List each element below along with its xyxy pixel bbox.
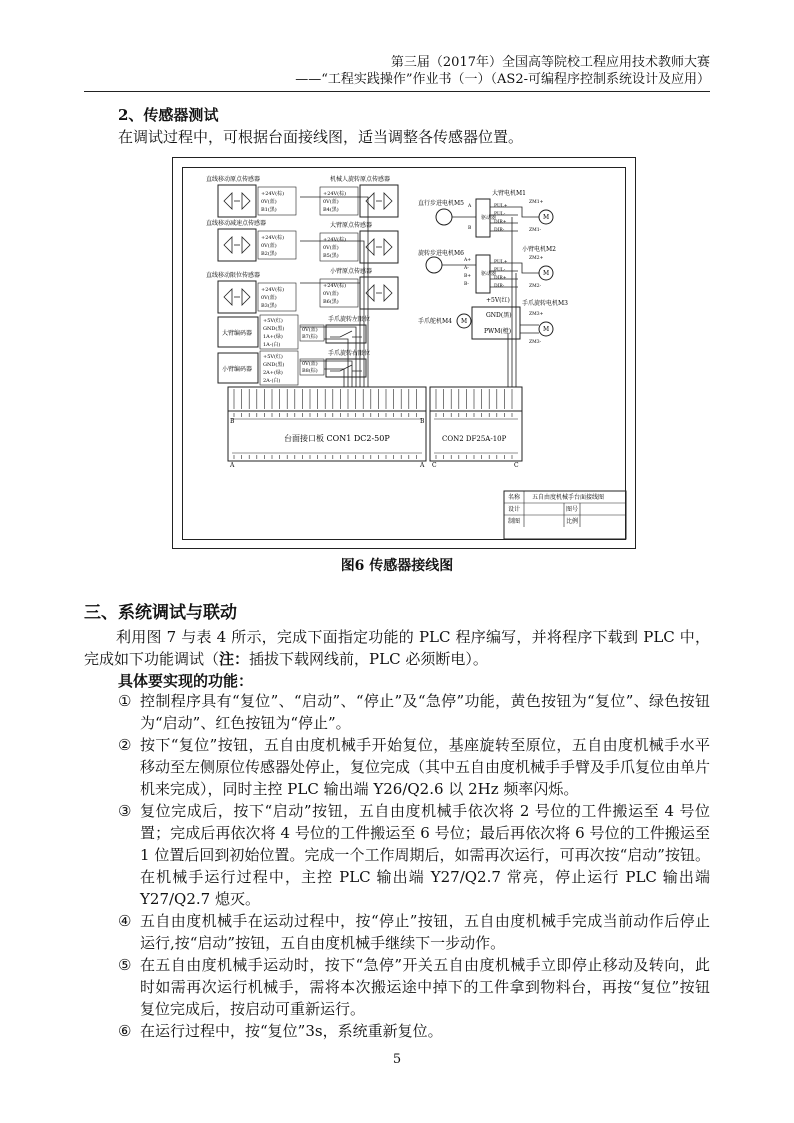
- svg-text:2A-(白): 2A-(白): [263, 378, 281, 384]
- sensor-box: [206, 175, 296, 217]
- svg-text:B5(黑): B5(黑): [323, 253, 339, 259]
- svg-text:+24V(棕): +24V(棕): [323, 237, 347, 243]
- svg-text:A+: A+: [464, 258, 472, 263]
- svg-text:M: M: [543, 214, 550, 221]
- svg-text:0V(蓝): 0V(蓝): [261, 295, 277, 301]
- svg-text:B4(黑): B4(黑): [323, 207, 339, 213]
- svg-text:GND(黑): GND(黑): [263, 326, 285, 332]
- sensor-box: [320, 267, 398, 309]
- svg-text:B: B: [230, 418, 235, 425]
- svg-text:B6(黑): B6(黑): [323, 299, 339, 305]
- svg-text:M: M: [543, 326, 550, 333]
- small-arm-label: 小臂电机M2: [522, 246, 556, 253]
- svg-text:+24V(棕): +24V(棕): [261, 287, 285, 293]
- svg-text:0V(蓝): 0V(蓝): [261, 199, 277, 205]
- svg-text:直线移动限位传感器: 直线移动限位传感器: [206, 272, 261, 279]
- list-item: ③ 复位完成后，按下“启动”按钮，五自由度机械手依次将 2 号位的工件搬运至 4 号位置；完成后再依次将 4 号位的工件搬运至 6 号位；最后再依次将 6 号位的工件搬运至 1 位置后回到初始位置。完成一个工作周期后，如需再次运行，可再次按“启动”按钮。在机械手运行过程中，主控 PLC 输出端 Y27/Q2.7 常亮，停止运行 PLC 输出端 Y27/Q2.7 熄灭。: [118, 802, 710, 908]
- svg-text:DIR-: DIR-: [494, 228, 505, 233]
- svg-text:DIR+: DIR+: [494, 220, 507, 225]
- svg-text:手爪旋转左限位: 手爪旋转左限位: [328, 316, 371, 323]
- svg-text:+5V(红): +5V(红): [263, 318, 283, 324]
- svg-text:B1(黑): B1(黑): [261, 207, 277, 213]
- svg-text:+5V(红): +5V(红): [263, 354, 283, 360]
- svg-text:ZM3+: ZM3+: [529, 312, 544, 317]
- svg-text:B7(棕): B7(棕): [302, 334, 318, 340]
- svg-text:M: M: [543, 270, 550, 277]
- page-header: [295, 54, 710, 88]
- encoder-group: [218, 315, 298, 385]
- figure-caption: 图6 传感器接线图: [340, 558, 454, 574]
- board-left-label: 台面接口板 CON1 DC2-50P: [284, 434, 390, 443]
- svg-text:A: A: [420, 462, 425, 469]
- limit-switch: [300, 349, 370, 377]
- svg-text:+24V(棕): +24V(棕): [261, 235, 285, 241]
- header-rule: [84, 91, 710, 92]
- sensor-group-middle: [320, 175, 398, 309]
- svg-text:A: A: [468, 204, 472, 209]
- note-label: 注：: [219, 650, 250, 668]
- claw-rot-label: 手爪旋转电机M3: [522, 300, 568, 307]
- svg-text:+24V(棕): +24V(棕): [323, 283, 347, 289]
- svg-text:B8(棕): B8(棕): [302, 368, 318, 374]
- svg-text:PUL+: PUL+: [494, 260, 508, 265]
- svg-text:PWM(橙): PWM(橙): [484, 328, 512, 335]
- sensor-group-left: [206, 175, 296, 313]
- svg-text:1A+(绿): 1A+(绿): [263, 334, 283, 340]
- svg-text:C: C: [432, 462, 437, 469]
- section-paragraph: 利用图 7 与表 4 所示，完成下面指定功能的 PLC 程序编写，并将程序下载到 PLC 中，完成如下功能调试（注：插拔下载网线前，PLC 必须断电）。: [84, 628, 710, 668]
- svg-text:DIR-: DIR-: [494, 284, 505, 289]
- svg-text:PUL-: PUL-: [494, 268, 506, 273]
- svg-text:GND(黑): GND(黑): [486, 312, 512, 319]
- sensor-box: [206, 219, 296, 261]
- limit-switch-group: [300, 315, 370, 377]
- header-line-1: 第三届（2017年）全国高等院校工程应用技术教师大赛: [390, 55, 710, 70]
- svg-text:B2(黑): B2(黑): [261, 251, 277, 257]
- header-line-2: ——“工程实践操作”作业书（一）（AS2-可编程序控制系统设计及应用）: [295, 72, 710, 87]
- svg-text:机械人旋转原点传感器: 机械人旋转原点传感器: [330, 176, 391, 183]
- wiring-diagram-svg: [172, 157, 636, 549]
- functions-subheading: 具体要实现的功能：: [118, 672, 254, 690]
- svg-text:B: B: [468, 226, 472, 231]
- svg-text:直线移动减速点传感器: 直线移动减速点传感器: [206, 220, 267, 227]
- svg-text:PUL+: PUL+: [494, 204, 508, 209]
- stepper1-icon: [436, 209, 452, 225]
- svg-text:+24V(棕): +24V(棕): [323, 191, 347, 197]
- svg-text:ZM3-: ZM3-: [529, 340, 542, 345]
- list-item: ⑥ 在运行过程中，按“复位”3s，系统重新复位。: [118, 1022, 443, 1040]
- svg-text:+24V(棕): +24V(棕): [261, 191, 285, 197]
- section-intro: 在调试过程中，可根据台面接线图，适当调整各传感器位置。: [118, 128, 524, 146]
- svg-text:设计: 设计: [508, 506, 521, 513]
- function-list: [84, 690, 710, 1042]
- svg-text:0V(蓝): 0V(蓝): [323, 199, 339, 205]
- svg-text:A-: A-: [464, 266, 469, 271]
- svg-text:手爪旋转右限位: 手爪旋转右限位: [328, 350, 371, 357]
- svg-text:B-: B-: [464, 282, 469, 287]
- sensor-box: [320, 175, 398, 217]
- svg-text:五自由度机械手台面接线图: 五自由度机械手台面接线图: [532, 494, 605, 501]
- claw-label: 手爪舵机M4: [418, 318, 452, 325]
- svg-text:ZM2-: ZM2-: [529, 284, 542, 289]
- svg-text:驱动器: 驱动器: [481, 271, 497, 277]
- svg-text:B3(黑): B3(黑): [261, 303, 277, 309]
- svg-text:+5V(红): +5V(红): [486, 297, 510, 304]
- svg-text:A: A: [230, 462, 235, 469]
- sensor-box: [320, 221, 398, 263]
- list-item: ② 按下“复位”按钮，五自由度机械手开始复位，基座旋转至原位，五自由度机械手水平移动至左侧原位传感器处停止，复位完成（其中五自由度机械手手臂及手爪复位由单片机来完成），同时主控 PLC 输出端 Y26/Q2.6 以 2Hz 频率闪烁。: [118, 736, 711, 798]
- svg-text:图号: 图号: [566, 506, 579, 513]
- list-item: ① 控制程序具有“复位”、“启动”、“停止”及“急停”功能，黄色按钮为“复位”、绿色按钮为“启动”、红色按钮为“停止”。: [118, 692, 710, 732]
- sensor-box: [206, 271, 296, 313]
- stepper1-label: 直行步进电机M5: [418, 200, 464, 207]
- list-item: ⑤ 在五自由度机械手运动时，按下“急停”开关五自由度机械手立即停止移动及转向，此时如需再次运行机械手，需将本次搬运途中掉下的工件拿到物料台，再按“复位”按钮复位完成后，按启动可重新运行。: [118, 956, 710, 1018]
- svg-text:制图: 制图: [508, 518, 521, 525]
- svg-text:M: M: [461, 318, 468, 325]
- svg-text:C: C: [514, 462, 519, 469]
- svg-text:小臂原点传感器: 小臂原点传感器: [330, 268, 373, 275]
- svg-text:2A+(绿): 2A+(绿): [263, 370, 283, 376]
- svg-text:大臂编码器: 大臂编码器: [222, 330, 253, 337]
- svg-text:ZM2+: ZM2+: [529, 256, 544, 261]
- svg-text:PUL-: PUL-: [494, 212, 506, 217]
- encoder-box: [218, 315, 298, 349]
- svg-text:直线移动原点传感器: 直线移动原点传感器: [206, 176, 261, 183]
- svg-text:0V(蓝): 0V(蓝): [261, 243, 277, 249]
- svg-text:1A-(白): 1A-(白): [263, 342, 281, 348]
- list-item: ④ 五自由度机械手在运动过程中，按“停止”按钮，五自由度机械手完成当前动作后停止运行,按“启动”按钮，五自由度机械手继续下一步动作。: [118, 912, 710, 952]
- title-block: [504, 491, 626, 539]
- svg-text:ZM1-: ZM1-: [529, 228, 542, 233]
- board-right-label: CON2 DF25A-10P: [442, 435, 507, 443]
- terminal-board: [228, 387, 522, 469]
- section-heading-sensor-test: 2、传感器测试: [118, 106, 219, 124]
- big-arm-label: 大臂电机M1: [492, 190, 526, 197]
- svg-text:GND(黑): GND(黑): [263, 362, 285, 368]
- svg-text:大臂原点传感器: 大臂原点传感器: [330, 222, 373, 229]
- section-heading-system-debug: 三、系统调试与联动: [84, 603, 237, 623]
- svg-text:ZM1+: ZM1+: [529, 200, 544, 205]
- page-number: 5: [392, 1052, 402, 1067]
- svg-text:0V(蓝): 0V(蓝): [323, 245, 339, 251]
- svg-text:比例: 比例: [566, 518, 579, 525]
- svg-text:DIR+: DIR+: [494, 276, 507, 281]
- wiring-diagram: [172, 157, 636, 549]
- svg-text:小臂编码器: 小臂编码器: [222, 366, 253, 373]
- stepper2-label: 旋转步进电机M6: [418, 250, 464, 257]
- motor-area: [418, 189, 568, 345]
- svg-text:0V(蓝): 0V(蓝): [323, 291, 339, 297]
- svg-text:B: B: [420, 418, 425, 425]
- svg-text:0V(蓝): 0V(蓝): [302, 361, 318, 367]
- stepper2-icon: [426, 257, 442, 273]
- svg-text:B+: B+: [464, 274, 472, 279]
- encoder-box: [218, 351, 298, 385]
- svg-text:名称: 名称: [508, 494, 521, 501]
- svg-text:驱动器: 驱动器: [481, 215, 497, 221]
- svg-text:0V(蓝): 0V(蓝): [302, 327, 318, 333]
